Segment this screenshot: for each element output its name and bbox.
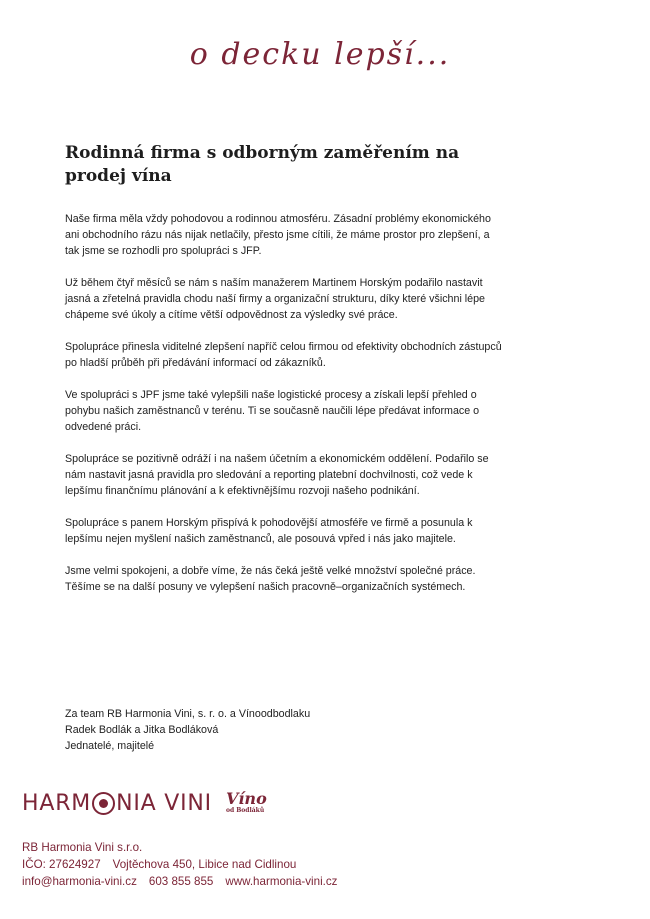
signature-line-1: Za team RB Harmonia Vini, s. r. o. a Vínoodbodlaku (65, 708, 311, 720)
brand-wordmark (22, 791, 212, 816)
brand-text-part-1: HARM (22, 790, 92, 816)
sub-brand-title: Víno (225, 789, 267, 808)
title-line-2: prodej vína (65, 166, 172, 186)
page-title (65, 142, 485, 188)
contact-footer (22, 839, 349, 890)
tagline-text: o decku lepší... (189, 37, 451, 72)
letter-body (65, 211, 505, 611)
company-logo (22, 786, 267, 820)
signature-line-3: Jednatelé, majitelé (65, 740, 155, 752)
brand-text-part-2: NIA VINI (116, 790, 212, 816)
website-link[interactable]: www.harmonia-vini.cz (225, 875, 338, 888)
email-link[interactable]: info@harmonia-vini.cz (22, 875, 137, 888)
paragraph: Už během čtyř měsíců se nám s naším manažerem Martinem Horským podařilo nastavit jasná a zřetelná pravidla chodu naší firmy a organizační strukturu, díky které všichni lépe chápeme své úkoly a cítíme větší odpovědnost za výsledky své práce. (65, 277, 485, 321)
handwritten-tagline (0, 22, 650, 82)
company-address: Vojtěchova 450, Libice nad Cidlinou (112, 858, 297, 871)
company-id: IČO: 27624927 (22, 858, 101, 871)
paragraph: Spolupráce přinesla viditelné zlepšení napříč celou firmou od efektivity obchodních zástupců po hladší průběh při předávání informací od zákazníků. (65, 341, 502, 369)
title-line-1: Rodinná firma s odborným zaměřením na (65, 143, 460, 163)
signature-block (65, 706, 310, 754)
paragraph: Spolupráce se pozitivně odráží i na našem účetním a ekonomickém oddělení. Podařilo se nám nastavit jasná pravidla pro sledování a reporting platební dochvilnosti, což vede k lepšímu finančnímu plánování a k efektivnějšímu rozvoji našeho podnikání. (65, 453, 489, 497)
company-name: RB Harmonia Vini s.r.o. (22, 841, 143, 854)
sub-brand-logo (226, 791, 267, 815)
grape-icon (92, 792, 115, 815)
paragraph: Naše firma měla vždy pohodovou a rodinnou atmosféru. Zásadní problémy ekonomického ani obchodního rázu nás nijak netlačily, přesto jsme cítili, že máme prostor pro zlepšení, a tak jsme se rozhodli pro spolupráci s JFP. (65, 213, 491, 257)
sub-brand-subtitle: od Bodláků (225, 807, 265, 814)
paragraph: Jsme velmi spokojeni, a dobře víme, že nás čeká ještě velké množství společné práce. Těšíme se na další posuny ve vylepšení našich pracovně–organizačních systémech. (65, 565, 476, 593)
paragraph: Ve spolupráci s JPF jsme také vylepšili naše logistické procesy a získali lepší přehled o pohybu našich zaměstnanců v terénu. Ti se současně naučili lépe předávat informace o odvedené práci. (65, 389, 480, 433)
contact-line-channels (22, 873, 349, 890)
contact-line-registration (22, 856, 349, 873)
signature-line-2: Radek Bodlák a Jitka Bodláková (65, 724, 219, 736)
paragraph: Spolupráce s panem Horským přispívá k pohodovější atmosféře ve firmě a posunula k lepšímu nejen myšlení našich zaměstnanců, ale posouvá vpřed i nás jako majitele. (65, 517, 473, 545)
phone-number[interactable]: 603 855 855 (148, 875, 214, 888)
